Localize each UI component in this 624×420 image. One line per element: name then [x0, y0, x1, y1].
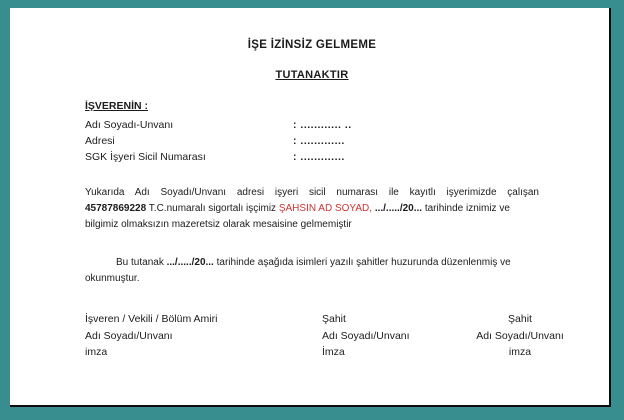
- signature-witness2-sign-line: imza: [508, 346, 532, 358]
- signature-witness2-role: Şahit: [508, 313, 532, 325]
- signature-employer: [85, 311, 217, 361]
- signature-employer-role: İşveren / Vekili / Bölüm Amiri: [85, 313, 218, 325]
- paragraph-main-line2: [85, 201, 539, 217]
- paragraph-closing: [85, 255, 539, 287]
- paragraph-closing-lead: Bu tutanak: [116, 257, 164, 268]
- signature-witness-2: [440, 311, 600, 361]
- paragraph-closing-line1-tail: tarihinde aşağıda isimleri yazılı şahitler huzurunda düzenlenmiş ve: [216, 257, 511, 268]
- employer-sgk-label: SGK İşyeri Sicil Numarası: [85, 151, 206, 163]
- paragraph-main-line1: Yukarıda Adı Soyadı/Unvanı adresi işyeri sicil numarası ile kayıtlı işyerimizde çalışan: [85, 187, 539, 198]
- paragraph-main: [85, 185, 539, 233]
- document-title: İŞE İZİNSİZ GELMEME: [247, 39, 377, 51]
- employer-address-label: Adresi: [85, 135, 115, 147]
- tc-number: 45787869228: [85, 203, 147, 214]
- absence-date-placeholder: .../...../20...: [374, 203, 423, 214]
- paragraph-main-line3: bilgimiz olmaksızın mazeretsiz olarak mesaisine gelmemiştir: [85, 219, 352, 230]
- paragraph-closing-line2: okunmuştur.: [85, 273, 140, 284]
- signature-witness1-name-line: Adı Soyadı/Unvanı: [322, 329, 410, 342]
- employee-name-placeholder: ŞAHSIN AD SOYAD,: [278, 203, 373, 214]
- employer-row-sgk-number: [85, 149, 539, 165]
- paragraph-main-mid: T.C.numaralı sigortalı işçimiz: [148, 203, 277, 214]
- signature-witness1-role: Şahit: [322, 313, 346, 325]
- report-date-placeholder: .../...../20...: [166, 257, 214, 268]
- signature-witness1-sign-line: İmza: [322, 346, 345, 358]
- document-page: [10, 8, 611, 407]
- paragraph-main-line2-tail: tarihinde iznimiz ve: [424, 203, 510, 214]
- signature-employer-sign-line: imza: [85, 346, 108, 358]
- document-subtitle: TUTANAKTIR: [275, 69, 349, 81]
- signature-witness-1: [322, 311, 410, 361]
- employer-heading: İŞVERENİN :: [85, 100, 149, 112]
- signature-block: [85, 311, 564, 367]
- employer-row-name: [85, 117, 539, 133]
- employer-sgk-value: : .............: [293, 151, 345, 163]
- paragraph-closing-line1: [85, 255, 539, 271]
- employer-section-heading-row: [85, 99, 539, 113]
- employer-rows: [85, 117, 539, 165]
- employer-address-value: : .............: [293, 135, 345, 147]
- employer-row-address: [85, 133, 539, 149]
- employer-name-value: : ............ ..: [293, 119, 352, 131]
- signature-witness2-name-line: Adı Soyadı/Unvanı: [476, 329, 564, 342]
- document-subtitle-row: [85, 68, 539, 82]
- signature-employer-name-line: Adı Soyadı/Unvanı: [85, 329, 173, 342]
- employer-name-label: Adı Soyadı-Unvanı: [85, 119, 174, 131]
